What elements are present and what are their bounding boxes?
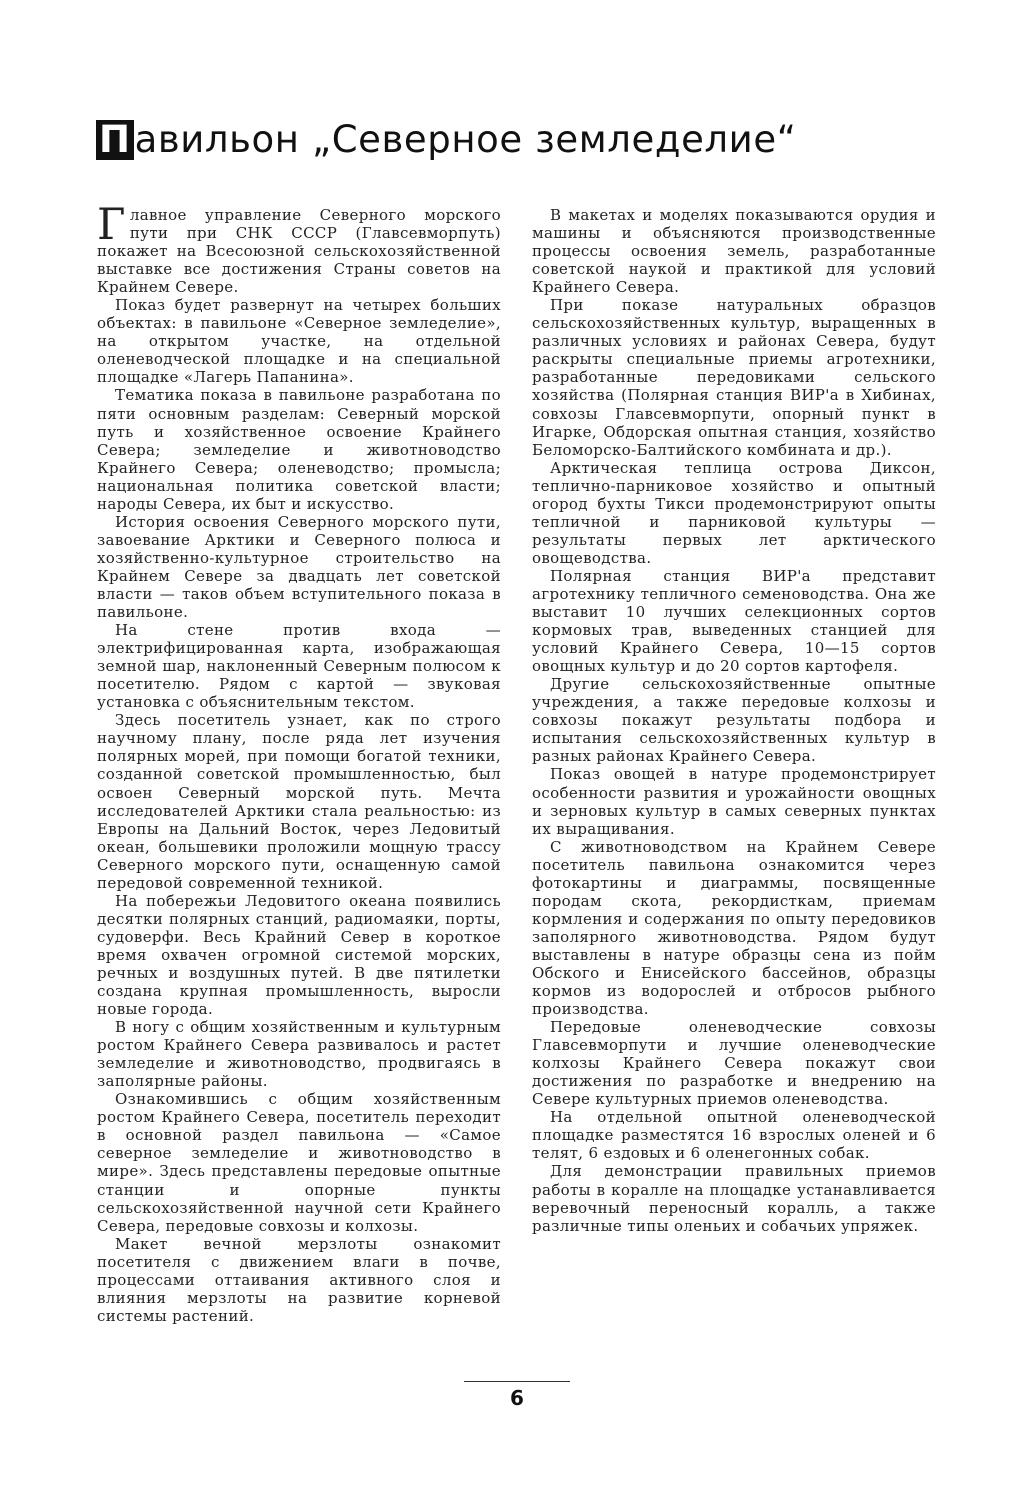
paragraph: Макет вечной мерзлоты ознакомит посетителя с движением влаги в почве, процессами оттаивания активного слоя и влияния мерзлоты на развитие корневой системы растений. <box>97 1234 501 1325</box>
paragraph: При показе натуральных образцов сельскохозяйственных культур, выращенных в различных условиях и районах Севера, будут раскрыты специальные приемы агротехники, разработанные передовиками сельского хозяйства (Полярная станция ВИР'а в Хибинах, совхозы Главсевморпути, опорный пункт в Игарке, Обдорская опытная станция, хозяйство Беломорско-Балтийского комбината и др.). <box>532 296 936 459</box>
paragraph: Показ овощей в натуре продемонстрирует особенности развития и урожайности овощных и зерновых культур в самых северных пунктах их выращивания. <box>532 765 936 838</box>
paragraph: В ногу с общим хозяйственным и культурным ростом Крайнего Севера развивалось и растет земледелие и животноводство, продвигаясь в заполярные районы. <box>97 1018 501 1091</box>
paragraph: Ознакомившись с общим хозяйственным ростом Крайнего Севера, посетитель переходит в основной раздел павильона — «Самое северное земледелие и животноводство в мире». Здесь представлены передовые опытные станции и опорные пункты сельскохозяйственной научной сети Крайнего Севера, передовые совхозы и колхозы. <box>97 1090 501 1235</box>
paragraph: В макетах и моделях показываются орудия и машины и объясняются производственные процессы освоения земель, разработанные советской наукой и практикой для условий Крайнего Севера. <box>532 206 936 297</box>
title-initial: П <box>96 120 134 160</box>
paragraph: История освоения Северного морского пути, завоевание Арктики и Северного полюса и хозяйственно-культурное строительство на Крайнем Севере за двадцать лет советской власти — таков объем вступительного показа в павильоне. <box>97 512 501 622</box>
paragraph: Арктическая теплица острова Диксон, теплично-парниковое хозяйство и опытный огород бухты Тикси продемонстрируют опыты тепличной и парниковой культуры — результаты первых лет арктического овощеводства. <box>532 458 936 567</box>
paragraph: На стене против входа — электрифицированная карта, изображающая земной шар, наклоненный Северным полюсом к посетителю. Рядом с картой — звуковая установка с объяснительным текстом. <box>97 621 501 712</box>
paragraph: Другие сельскохозяйственные опытные учреждения, а также передовые колхозы и совхозы покажут результаты подбора и испытания сельскохозяйственных культур в разных районах Крайнего Севера. <box>532 675 936 766</box>
left-column <box>97 200 501 1325</box>
page-title <box>96 112 956 168</box>
page-number: 6 <box>510 1386 524 1410</box>
paragraph: Тематика показа в павильоне разработана по пяти основным разделам: Северный морской путь и хозяйственное освоение Крайнего Севера; земледелие и животноводство Крайнего Севера; оленеводство; промысла; национальная политика советской власти; народы Севера, их быт и искусство. <box>97 386 501 513</box>
paragraph: Главное управление Северного морского пути при СНК СССР (Главсевморпуть) покажет на Всесоюзной сельскохозяйственной выставке все достижения Страны советов на Крайнем Севере. <box>97 200 501 297</box>
paragraph: С животноводством на Крайнем Севере посетитель павильона ознакомится через фотокартины и диаграммы, посвященные породам скота, рекордисткам, приемам кормления и содержания по опыту передовиков заполярного животноводства. Рядом будут выставлены в натуре образцы сена из пойм Обского и Енисейского бассейнов, образцы кормов из водорослей и отбросов рыбного производства. <box>532 837 936 1019</box>
paragraph: Передовые оленеводческие совхозы Главсевморпути и лучшие оленеводческие колхозы Крайнего Севера покажут свои достижения по разработке и внедрению на Севере культурных приемов оленеводства. <box>532 1018 936 1109</box>
paragraph: На побережьи Ледовитого океана появились десятки полярных станций, радиомаяки, порты, судоверфи. Весь Крайний Север в короткое время охвачен огромной системой морских, речных и воздушных путей. В две пятилетки создана крупная промышленность, выросли новые города. <box>97 891 501 1019</box>
footer-divider <box>464 1381 570 1382</box>
paragraph: Показ будет развернут на четырех больших объектах: в павильоне «Северное земледелие», на открытом участке, на отдельной оленеводческой площадке и на специальной площадке «Лагерь Папанина». <box>97 296 501 387</box>
paragraph: Полярная станция ВИР'а представит агротехнику тепличного семеноводства. Она же выставит 10 лучших селекционных сортов кормовых трав, выведенных станцией для условий Крайнего Севера, 10—15 сортов овощных культур и до 20 сортов картофеля. <box>532 566 936 676</box>
paragraph: Здесь посетитель узнает, как по строго научному плану, после ряда лет изучения полярных морей, при помощи богатой техники, созданной советской промышленностью, был освоен Северный морской путь. Мечта исследователей Арктики стала реальностью: из Европы на Дальний Восток, через Ледовитый океан, большевики проложили мощную трассу Северного морского пути, оснащенную самой передовой современной техникой. <box>97 711 501 892</box>
paragraph: На отдельной опытной оленеводческой площадке разместятся 16 взрослых оленей и 6 телят, 6 ездовых и 6 оленегонных собак. <box>532 1108 936 1163</box>
right-column <box>532 206 936 1235</box>
paragraph: Для демонстрации правильных приемов работы в коралле на площадке устанавливается веревочный переносный коралль, а также различные типы оленьих и собачьих упряжек. <box>532 1162 936 1235</box>
title-text: авильон „Северное земледелие“ <box>134 118 797 161</box>
